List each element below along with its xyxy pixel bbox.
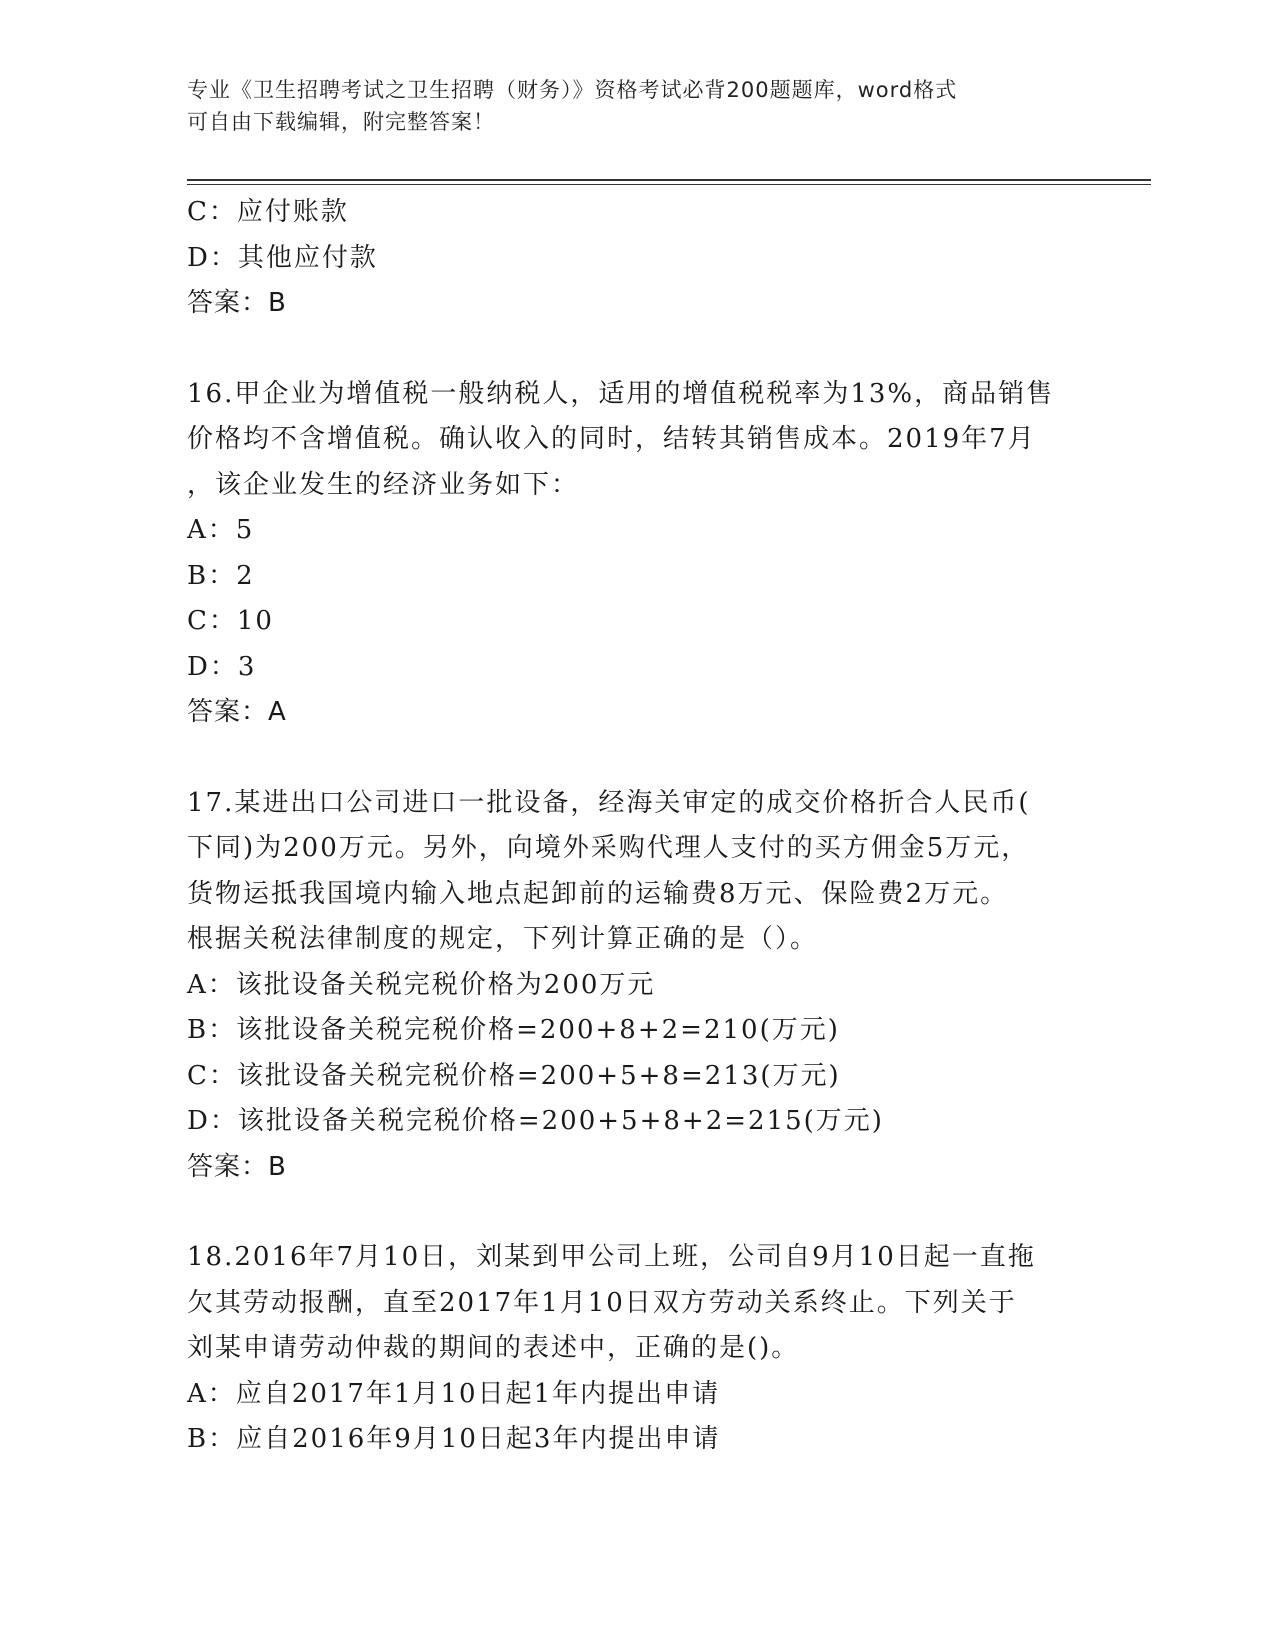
question-stem-line: 下同)为200万元。另外，向境外采购代理人支付的买方佣金5万元， [187,833,1030,863]
spacer [187,1190,1147,1235]
option-b: B：该批设备关税完税价格=200+8+2=210(万元) [187,1015,840,1045]
header-title-line-2: 可自由下载编辑，附完整答案！ [187,110,495,134]
option-d: D：该批设备关税完税价格=200+5+8+2=215(万元) [187,1106,884,1136]
spacer [187,736,1147,781]
option-c: C：10 [187,606,274,636]
option-d: D：其他应付款 [187,242,378,273]
header-divider-thick [187,179,1151,181]
question-stem-line: 货物运抵我国境内输入地点起卸前的运输费8万元、保险费2万元。 [187,878,1009,909]
answer-text: 答案：B [187,1151,287,1182]
option-b: B：应自2016年9月10日起3年内提出申请 [187,1424,721,1454]
question-stem-line: 根据关税法律制度的规定，下列计算正确的是（）。 [187,924,819,954]
option-c: C：该批设备关税完税价格=200+5+8=213(万元) [187,1060,841,1091]
question-stem-line: 16.甲企业为增值税一般纳税人，适用的增值税税率为13%，商品销售 [187,378,1055,409]
question-stem-line: 价格均不含增值税。确认收入的同时，结转其销售成本。2019年7月 [187,424,1036,454]
question-stem-line: 刘某申请劳动仲裁的期间的表述中，正确的是()。 [187,1333,800,1363]
option-b: B：2 [187,560,255,591]
question-stem-line: 17.某进出口公司进口一批设备，经海关审定的成交价格折合人民币( [187,787,1031,818]
question-list [187,190,1147,1463]
question-15-tail [187,190,1147,327]
question-stem-line: 18.2016年7月10日，刘某到甲公司上班，公司自9月10日起一直拖 [187,1242,1036,1272]
answer-text: 答案：B [187,288,287,318]
document-header [187,74,1087,138]
option-a: A：应自2017年1月10日起1年内提出申请 [187,1378,721,1409]
option-a: A：该批设备关税完税价格为200万元 [187,969,656,1000]
question-stem-line: 欠其劳动报酬，直至2017年1月10日双方劳动关系终止。下列关于 [187,1287,1017,1318]
option-c: C：应付账款 [187,197,349,227]
header-title-line-1: 专业《卫生招聘考试之卫生招聘（财务）》资格考试必背200题题库，word格式 [187,78,958,102]
option-a: A：5 [187,515,255,545]
answer-text: 答案：A [187,697,287,727]
header-divider-thin [187,184,1151,185]
spacer [187,327,1147,372]
question-stem-line: ，该企业发生的经济业务如下： [187,469,580,500]
question-18 [187,1235,1147,1463]
question-17 [187,781,1147,1191]
question-16 [187,372,1147,736]
option-d: D：3 [187,651,257,682]
